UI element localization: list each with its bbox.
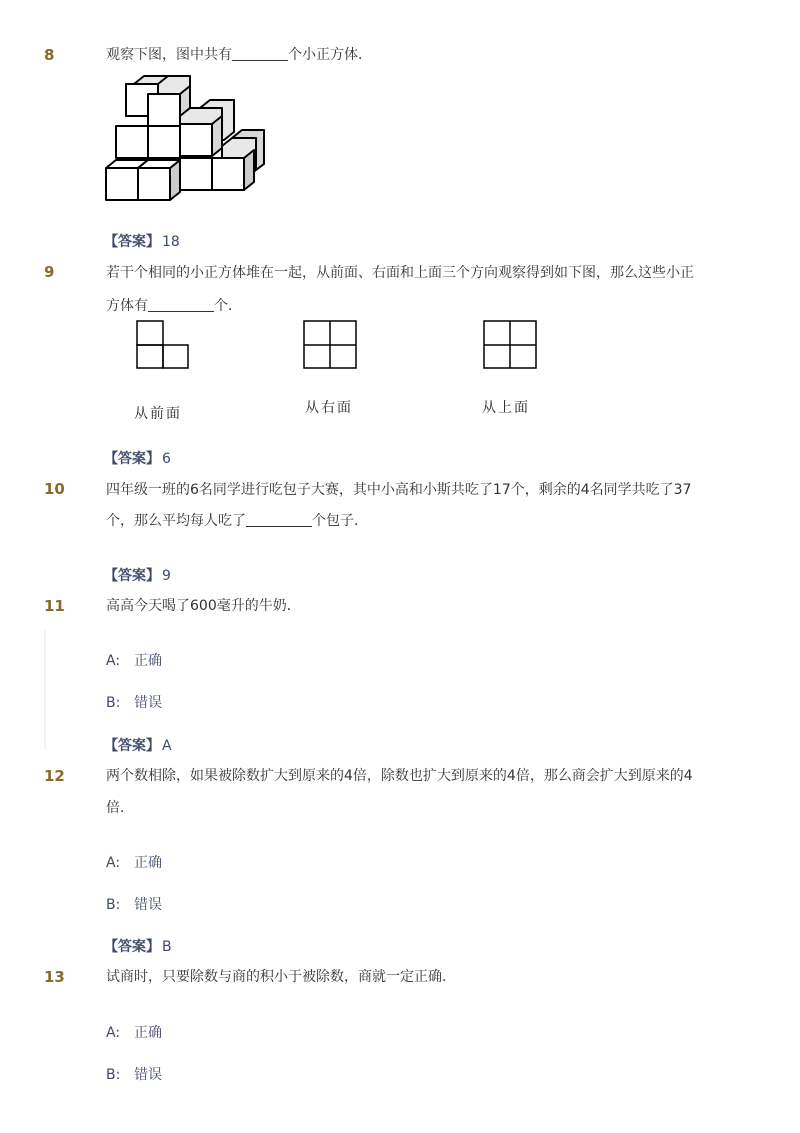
question-number: 13 (44, 968, 65, 986)
option-label: 正确 (134, 1025, 162, 1041)
cube-stack-figure (104, 72, 274, 212)
question-number: 11 (44, 597, 65, 615)
option-letter: B: (106, 897, 121, 913)
front-view-figure (136, 320, 190, 370)
option-b[interactable] (106, 692, 162, 712)
answer-label: 【答案】 (104, 939, 160, 955)
question-text-before: 观察下图，图中共有 (106, 47, 232, 63)
question-text (106, 506, 368, 536)
answer-line (104, 936, 172, 956)
question-number: 9 (44, 263, 55, 281)
front-view-caption: 从前面 (134, 406, 182, 422)
answer-label: 【答案】 (104, 451, 160, 467)
question-text: 若干个相同的小正方体堆在一起，从前面、右面和上面三个方向观察得到如下图，那么这些小正 (106, 265, 694, 281)
question-number: 12 (44, 767, 65, 785)
question-text-after: 个小正方体． (288, 47, 372, 63)
answer-line (104, 231, 180, 251)
option-a[interactable] (106, 1022, 162, 1042)
question-text (106, 40, 372, 70)
option-b[interactable] (106, 894, 162, 914)
answer-value: 9 (162, 568, 171, 584)
option-label: 错误 (134, 897, 162, 913)
question-text: 试商时，只要除数与商的积小于被除数，商就一定正确． (106, 969, 456, 985)
question-number: 8 (44, 46, 55, 64)
right-view-figure (303, 320, 357, 370)
option-label: 正确 (134, 855, 162, 871)
question-text: 高高今天喝了600毫升的牛奶． (106, 598, 301, 614)
question-text-after: 个包子． (312, 513, 368, 529)
question-guide-bar (44, 630, 46, 750)
right-view-caption: 从右面 (305, 400, 353, 416)
option-letter: A: (106, 855, 121, 871)
answer-blank (232, 46, 288, 61)
option-label: 错误 (134, 695, 162, 711)
top-view-figure (483, 320, 537, 370)
question-text: 倍． (106, 800, 134, 816)
option-letter: A: (106, 1025, 121, 1041)
answer-blank (246, 512, 312, 527)
option-a[interactable] (106, 650, 162, 670)
answer-label: 【答案】 (104, 738, 160, 754)
option-a[interactable] (106, 852, 162, 872)
question-text-after: 个． (214, 298, 242, 314)
question-text-before: 方体有 (106, 298, 148, 314)
option-label: 正确 (134, 653, 162, 669)
question-text-before: 个，那么平均每人吃了 (106, 513, 246, 529)
answer-line (104, 735, 172, 755)
option-letter: B: (106, 695, 121, 711)
answer-label: 【答案】 (104, 234, 160, 250)
answer-line (104, 448, 171, 468)
question-number: 10 (44, 480, 65, 498)
answer-value: 6 (162, 451, 171, 467)
option-letter: B: (106, 1067, 121, 1083)
option-b[interactable] (106, 1064, 162, 1084)
question-text: 四年级一班的6名同学进行吃包子大赛，其中小高和小斯共吃了17个，剩余的4名同学共吃了37 (106, 482, 692, 498)
answer-line (104, 565, 171, 585)
answer-value: B (162, 939, 172, 955)
option-letter: A: (106, 653, 121, 669)
question-text (106, 291, 242, 321)
answer-label: 【答案】 (104, 568, 160, 584)
top-view-caption: 从上面 (482, 400, 530, 416)
answer-value: A (162, 738, 172, 754)
answer-value: 18 (162, 234, 180, 250)
option-label: 错误 (134, 1067, 162, 1083)
answer-blank (148, 297, 214, 312)
question-text: 两个数相除，如果被除数扩大到原来的4倍，除数也扩大到原来的4倍，那么商会扩大到原来的4 (106, 768, 693, 784)
